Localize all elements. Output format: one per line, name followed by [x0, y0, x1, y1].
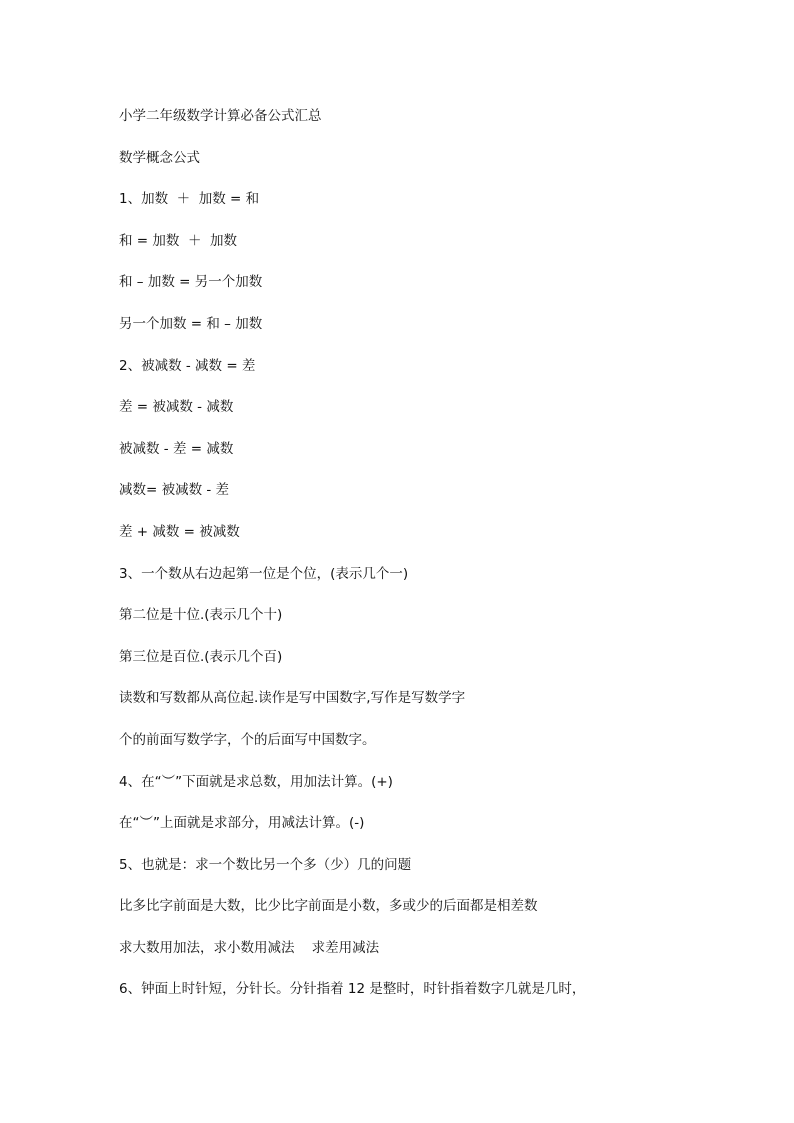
document-body: [119, 106, 679, 1021]
text-line: 被减数 - 差 = 减数: [119, 440, 234, 457]
text-line: 差 + 减数 = 被减数: [119, 523, 240, 540]
text-line: 1、加数 ＋ 加数 = 和: [119, 191, 260, 208]
text-line: 减数= 被减数 - 差: [119, 482, 230, 499]
section-heading: 数学概念公式: [119, 149, 200, 166]
text-line: 和 – 加数 = 另一个加数: [119, 274, 263, 291]
text-line: 另一个加数 = 和 – 加数: [119, 315, 263, 332]
text-line: 第三位是百位.(表示几个百): [119, 648, 283, 665]
text-line: 比多比字前面是大数，比少比字前面是小数，多或少的后面都是相差数: [119, 898, 538, 915]
text-line: 4、在“︶”下面就是求总数，用加法计算。(+): [119, 773, 393, 790]
text-line: 第二位是十位.(表示几个十): [119, 607, 283, 624]
text-line: 2、被减数 - 减数 = 差: [119, 357, 256, 374]
text-line: 差 = 被减数 - 减数: [119, 399, 234, 416]
document-title: 小学二年级数学计算必备公式汇总: [119, 108, 322, 124]
text-line: 个的前面写数学字，个的后面写中国数字。: [119, 731, 376, 748]
text-line: 5、也就是：求一个数比另一个多（少）几的问题: [119, 856, 412, 873]
text-line: 求大数用加法，求小数用减法 求差用减法: [119, 939, 380, 956]
text-line: 和 = 加数 ＋ 加数: [119, 232, 238, 249]
text-line: 在“︶”上面就是求部分，用减法计算。(-): [119, 815, 365, 832]
text-line: 3、一个数从右边起第一位是个位，(表示几个一): [119, 565, 409, 582]
text-line: 6、钟面上时针短，分针长。分针指着 12 是整时，时针指着数字几就是几时，: [119, 981, 586, 998]
text-line: 读数和写数都从高位起.读作是写中国数字,写作是写数学字: [119, 690, 466, 707]
